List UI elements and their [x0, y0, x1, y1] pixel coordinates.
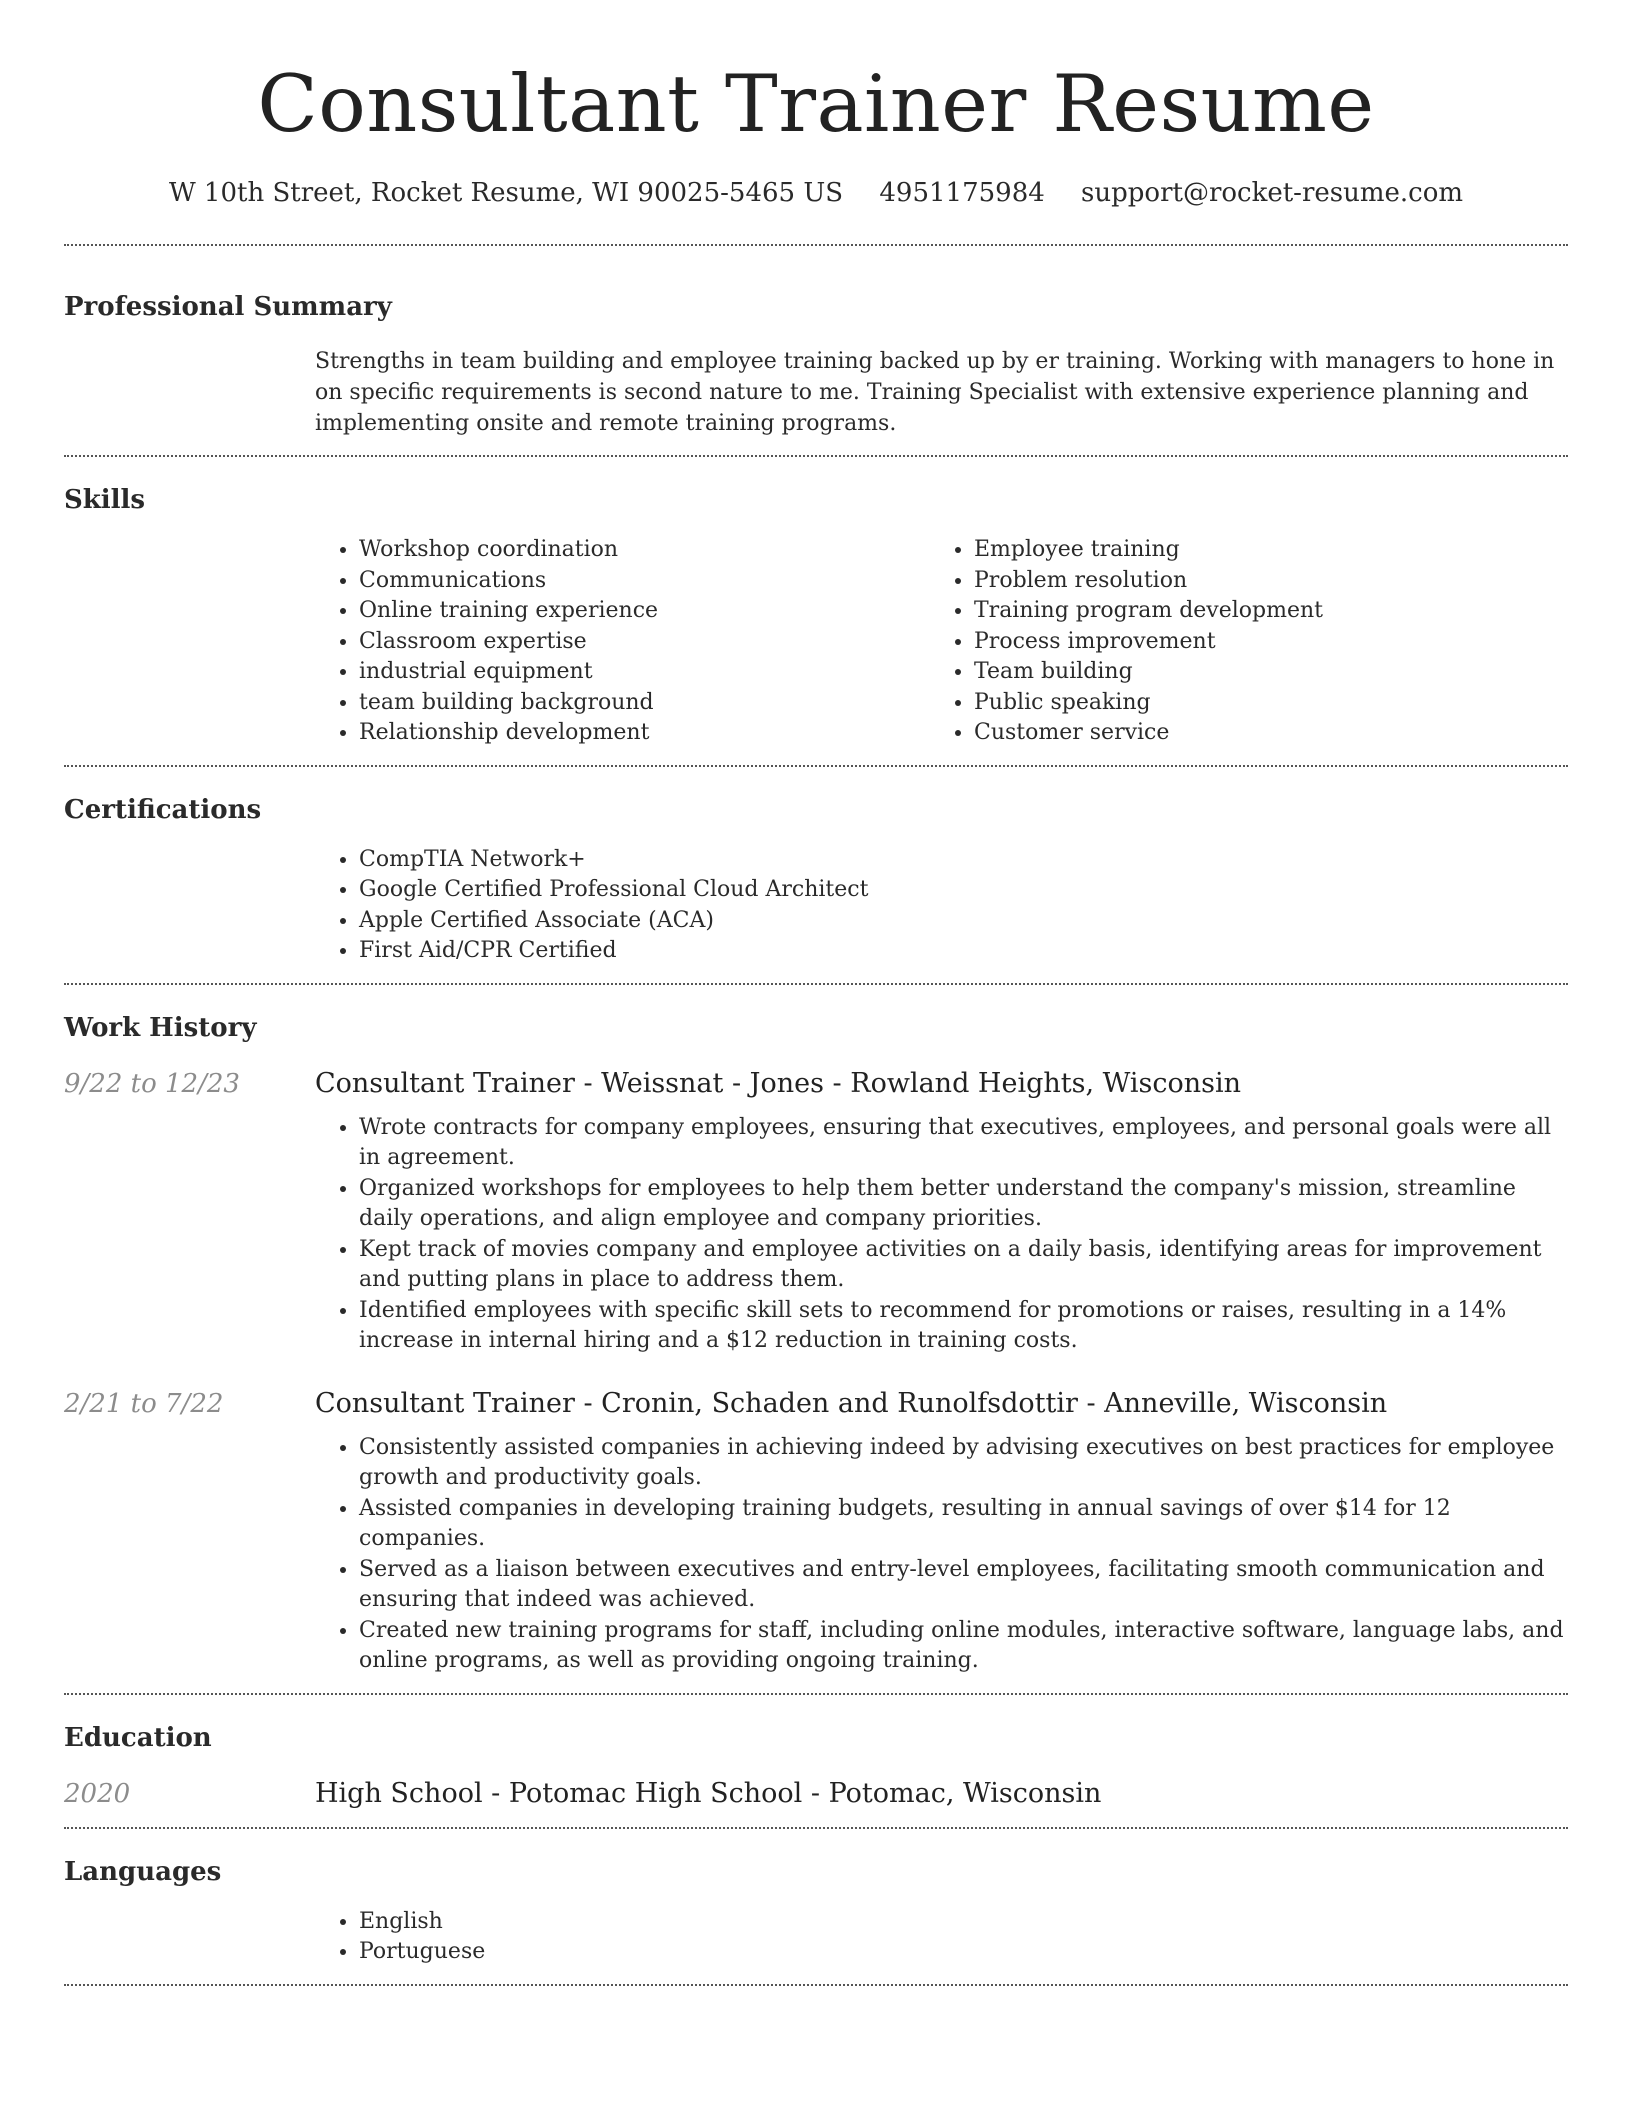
skill-item: • Online training experience: [359, 596, 930, 627]
contact-line: [64, 176, 1568, 210]
job-bullets: [315, 1433, 1568, 1677]
skill-item: • Communications: [359, 566, 930, 597]
contact-email: support@rocket-resume.com: [1081, 178, 1464, 208]
skill-item: • Employee training: [974, 535, 1545, 566]
job-bullet: • Served as a liaison between executives and entry-level employees, facilitating smooth communication and ensuring that indeed was achieved.: [359, 1555, 1568, 1616]
job-entry: [64, 1067, 1568, 1101]
job-bullet: • Created new training programs for staff, including online modules, interactive software, language labs, and online programs, as well as providing ongoing training.: [359, 1616, 1568, 1677]
skills-list-right: [930, 535, 1545, 749]
certification-item: • Apple Certified Associate (ACA): [359, 906, 1568, 937]
skills-heading: Skills: [64, 485, 146, 515]
job-details: [315, 1433, 1568, 1677]
language-item: • Portuguese: [359, 1937, 1568, 1968]
education-entry: [64, 1777, 1568, 1811]
certifications-section: [64, 767, 1568, 983]
summary-heading: Professional Summary: [64, 292, 392, 322]
certification-item: • Google Certified Professional Cloud Architect: [359, 875, 1568, 906]
job-bullet: • Organized workshops for employees to help them better understand the company's mission, streamline daily operations, and align employee and company priorities.: [359, 1174, 1568, 1235]
languages-heading: Languages: [64, 1856, 222, 1887]
job-heading: Consultant Trainer - Weissnat - Jones - Rowland Heights, Wisconsin: [315, 1067, 1242, 1099]
job-bullet: • Identified employees with specific skill sets to recommend for promotions or raises, resulting in a 14% increase in internal hiring and a $12 reduction in training costs.: [359, 1296, 1568, 1357]
skill-item: • Problem resolution: [974, 566, 1545, 597]
summary-text: Strengths in team building and employee training backed up by er training. Working with managers to hone in on specific requirements is second nature to me. Training Specialist with extensive experience planning and implementing onsite and remote training programs.: [315, 349, 1555, 436]
skill-item: • team building background: [359, 688, 930, 719]
skill-item: • Training program development: [974, 596, 1545, 627]
contact-address: W 10th Street, Rocket Resume, WI 90025-5465 US: [168, 178, 844, 208]
skill-item: • Workshop coordination: [359, 535, 930, 566]
skill-item: • Process improvement: [974, 627, 1545, 658]
skill-item: • Classroom expertise: [359, 627, 930, 658]
certifications-body: [315, 845, 1568, 967]
section-divider: [64, 1984, 1568, 1986]
job-dates: 9/22 to 12/23: [64, 1068, 240, 1099]
summary-section: [64, 246, 1568, 455]
languages-section: [64, 1829, 1568, 1984]
skills-grid: [315, 535, 1568, 749]
job-heading: Consultant Trainer - Cronin, Schaden and Runolfsdottir - Anneville, Wisconsin: [315, 1387, 1388, 1419]
languages-body: [315, 1907, 1568, 1968]
summary-body: [315, 346, 1568, 439]
job-bullet: • Kept track of movies company and employee activities on a daily basis, identifying areas for improvement and putting plans in place to address them.: [359, 1235, 1568, 1296]
job-bullet: • Consistently assisted companies in achieving indeed by advising executives on best practices for employee growth and productivity goals.: [359, 1433, 1568, 1494]
skill-item: • Customer service: [974, 718, 1545, 749]
certification-item: • First Aid/CPR Certified: [359, 936, 1568, 967]
skill-item: • Team building: [974, 657, 1545, 688]
education-section: [64, 1695, 1568, 1827]
work-history-heading: Work History: [64, 1012, 257, 1043]
certification-item: • CompTIA Network+: [359, 845, 1568, 876]
skill-item: • industrial equipment: [359, 657, 930, 688]
resume-title: Consultant Trainer Resume: [257, 58, 1375, 150]
languages-list: [315, 1907, 1568, 1968]
education-heading-text: High School - Potomac High School - Potomac, Wisconsin: [315, 1777, 1102, 1809]
language-item: • English: [359, 1907, 1568, 1938]
education-year: 2020: [64, 1778, 131, 1809]
skill-item: • Relationship development: [359, 718, 930, 749]
job-bullet: • Wrote contracts for company employees, ensuring that executives, employees, and personal goals were all in agreement.: [359, 1113, 1568, 1174]
work-history-section: [64, 985, 1568, 1693]
job-details: [315, 1113, 1568, 1357]
skills-section: [64, 457, 1568, 765]
job-dates: 2/21 to 7/22: [64, 1388, 224, 1419]
contact-phone: 4951175984: [879, 178, 1045, 208]
certifications-list: [315, 845, 1568, 967]
education-heading: Education: [64, 1722, 212, 1753]
skills-list-left: [315, 535, 930, 749]
job-entry: [64, 1387, 1568, 1421]
certifications-heading: Certifications: [64, 794, 262, 825]
skill-item: • Public speaking: [974, 688, 1545, 719]
job-bullets: [315, 1113, 1568, 1357]
resume-header: [64, 0, 1568, 210]
job-bullet: • Assisted companies in developing training budgets, resulting in annual savings of over $14 for 12 companies.: [359, 1494, 1568, 1555]
